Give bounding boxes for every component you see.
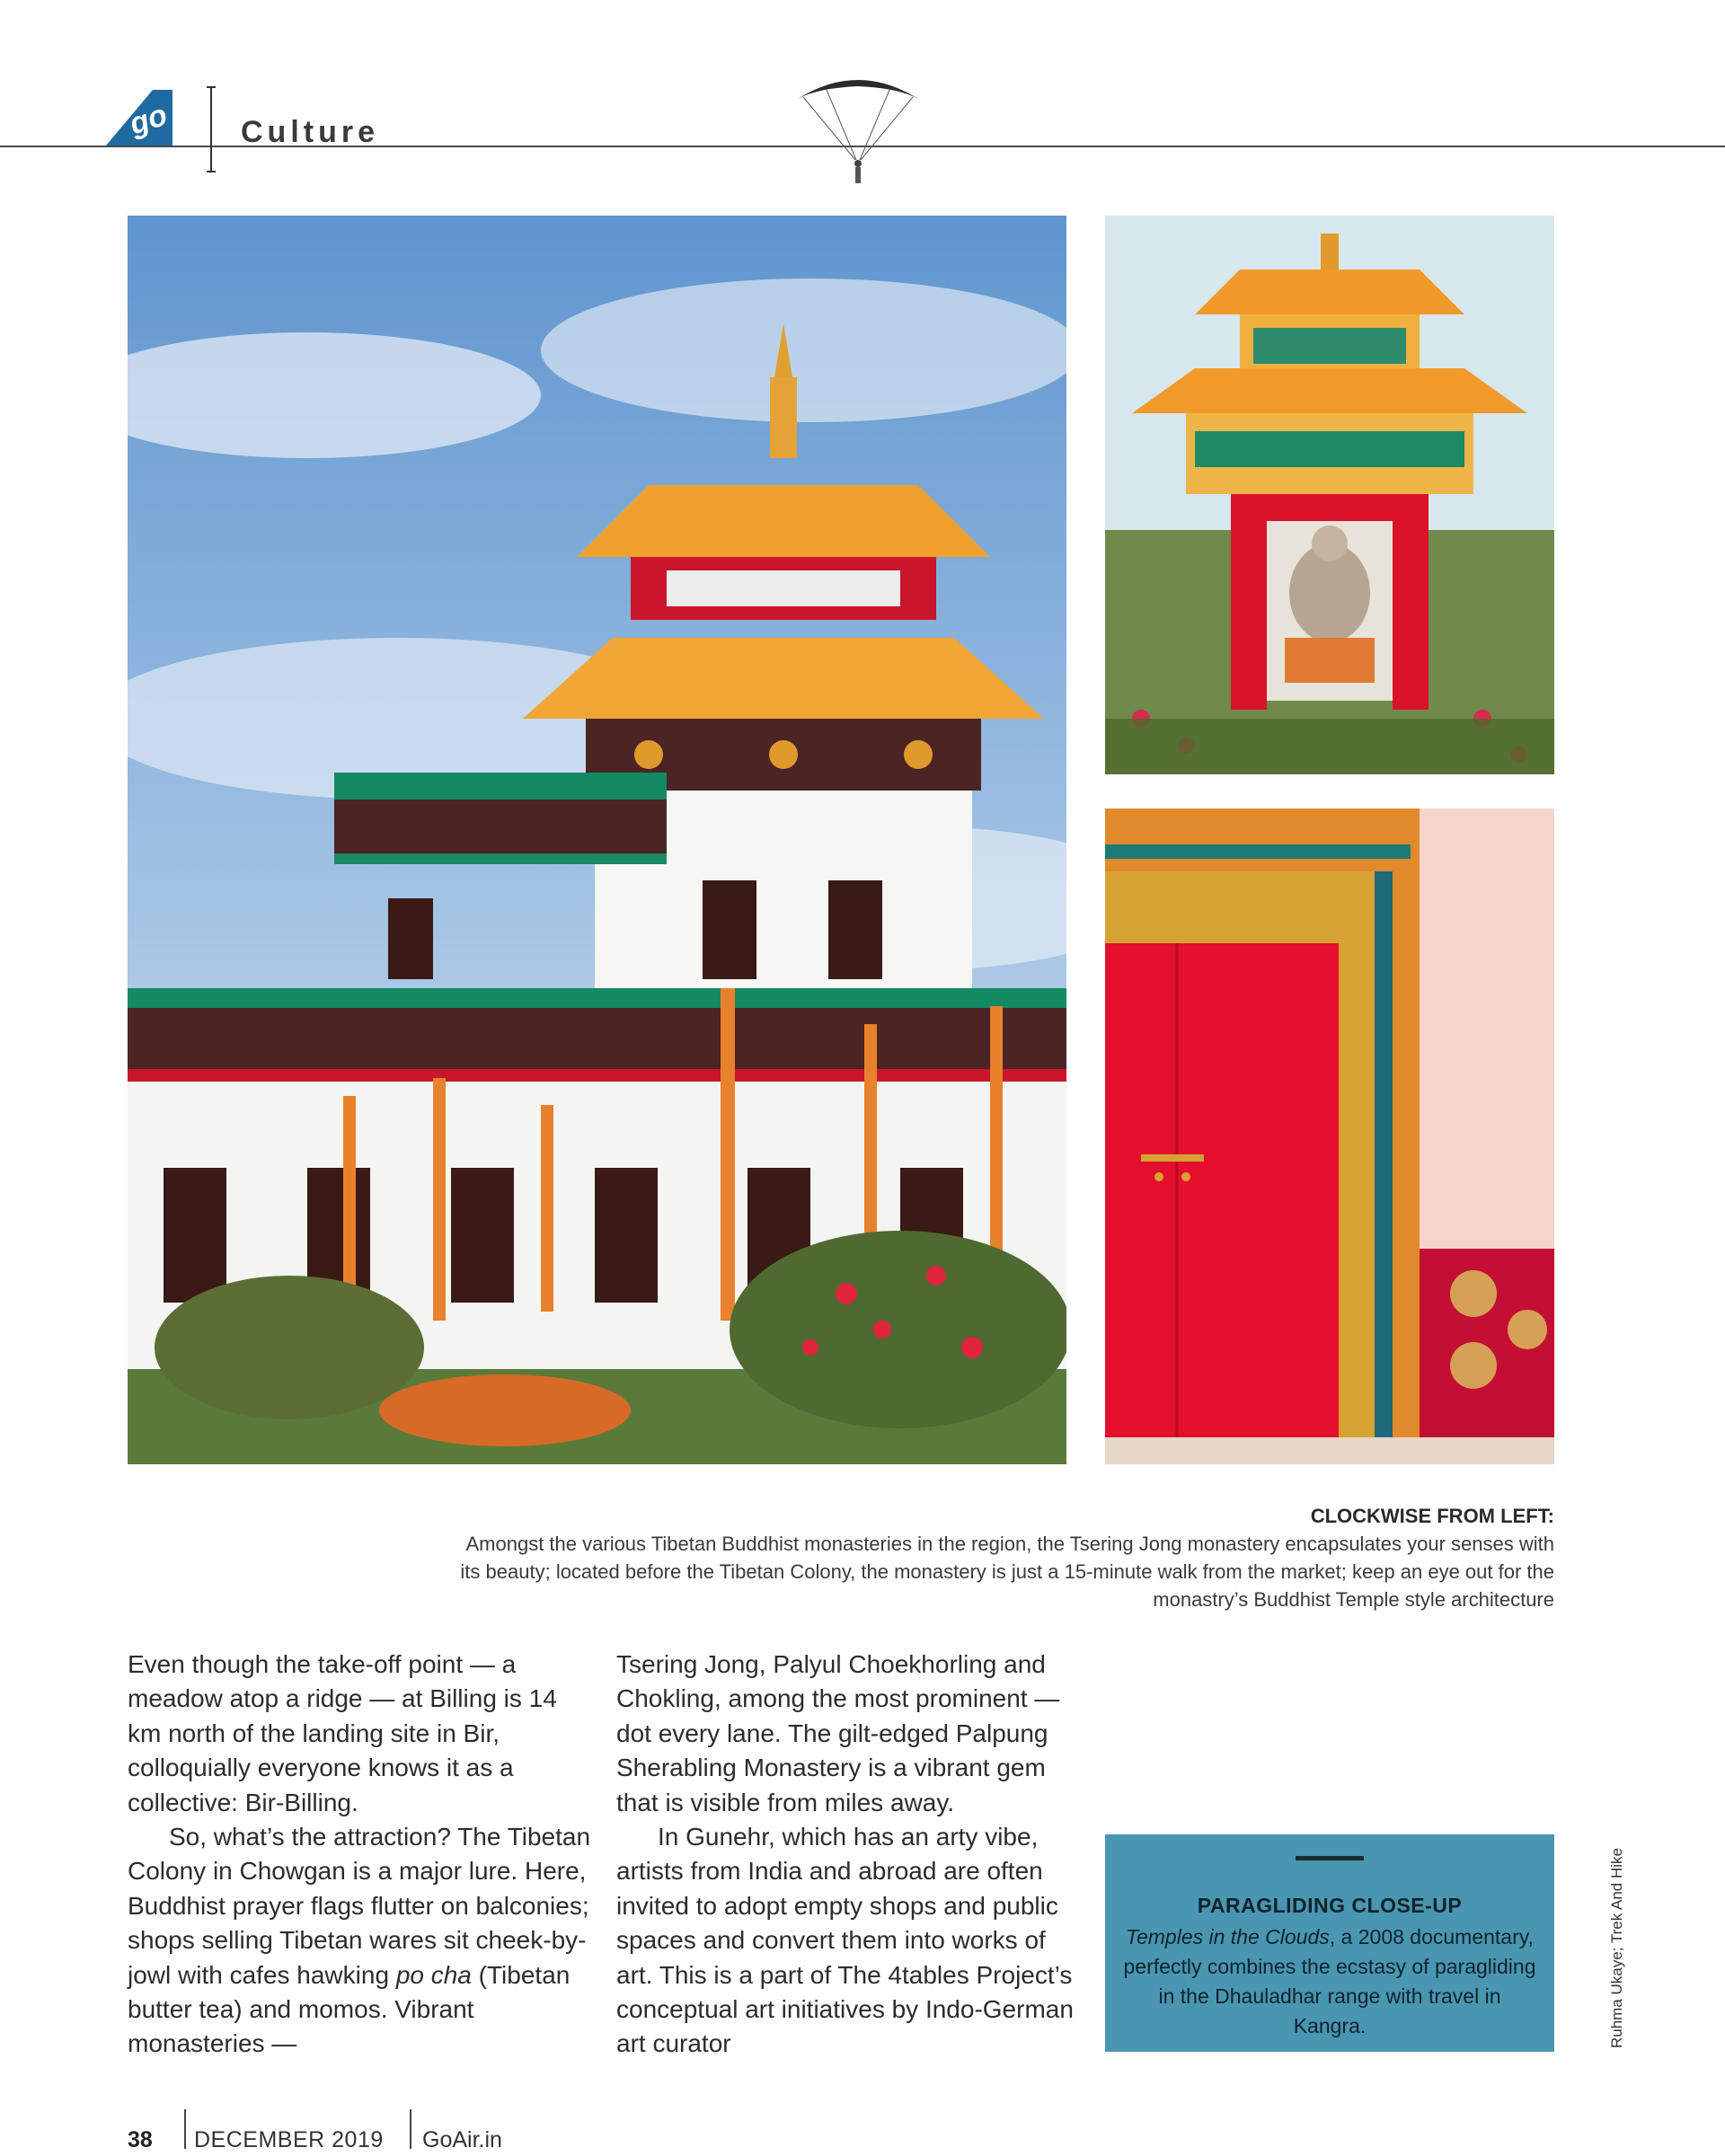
photo-caption <box>332 1502 1554 1613</box>
caption-line: its beauty; located before the Tibetan Colony, the monastery is just a 15-minute walk from the market; keep an eye out for the <box>460 1560 1554 1583</box>
article-paragraph: Even though the take-off point — a meadow atop a ridge — at Billing is 14 km north of the landing site in Bir, colloquially everyone knows it as a collective: Bir-Billing. <box>128 1650 557 1816</box>
footer-divider <box>410 2109 411 2149</box>
article-text: So, what’s the attraction? The Tibetan Colony in Chowgan is a major lure. Here, Buddhist prayer flags flutter on balconies; shops selling Tibetan wares sit cheek-by-jowl with cafes hawking <box>128 1823 591 1989</box>
issue-date: DECEMBER 2019 <box>194 2127 384 2152</box>
article-column-2 <box>616 1648 1084 2062</box>
article-paragraph <box>128 1820 595 2062</box>
sidebox-title: PARAGLIDING CLOSE-UP <box>1197 1894 1463 1917</box>
header-divider <box>210 86 212 172</box>
sidebox-divider <box>1296 1856 1364 1860</box>
caption-line: monastry’s Buddhist Temple style architecture <box>1153 1588 1554 1611</box>
article-emphasis: po cha <box>395 1960 472 1989</box>
monastery-photo <box>128 216 1066 1464</box>
red-door-photo <box>1105 808 1554 1464</box>
gate-shrine-photo <box>1105 216 1554 774</box>
caption-title: CLOCKWISE FROM LEFT: <box>1310 1505 1554 1527</box>
website-link[interactable]: GoAir.in <box>422 2127 502 2152</box>
paragliding-sidebox <box>1105 1834 1554 2052</box>
article-paragraph: In Gunehr, which has an arty vibe, artists from India and abroad are often invited to adopt empty shops and public spaces and convert them into works of art. This is a part of The 4tables Project’s conceptual art initiatives by Indo-German art curator <box>616 1823 1074 2058</box>
sidebox-text <box>1123 1922 1536 2041</box>
paraglider-icon <box>791 63 925 189</box>
article-column-1 <box>128 1648 595 2062</box>
footer-divider <box>184 2109 186 2149</box>
sidebox-film-title: Temples in the Clouds <box>1126 1925 1330 1948</box>
page-number: 38 <box>128 2127 153 2152</box>
goair-logo <box>106 90 172 147</box>
logo-text: go <box>125 97 172 142</box>
photo-credit: Ruhma Ukaye; Trek And Hike <box>1608 1848 1625 2048</box>
article-text: (Tibetan butter tea) and momos. Vibrant monasteries — <box>128 1960 571 2058</box>
section-title: Culture <box>241 115 379 149</box>
caption-line: Amongst the various Tibetan Buddhist monasteries in the region, the Tsering Jong monastery encapsulates your senses with <box>465 1533 1554 1555</box>
article-paragraph: Tsering Jong, Palyul Choekhorling and Chokling, among the most prominent — dot every lane. The gilt-edged Palpung Sherabling Monastery is a vibrant gem that is visible from miles away. <box>616 1650 1060 1816</box>
sidebox-body: , a 2008 documentary, perfectly combines the ecstasy of paragliding in the Dhauladhar range with travel in Kangra. <box>1123 1925 1536 2037</box>
